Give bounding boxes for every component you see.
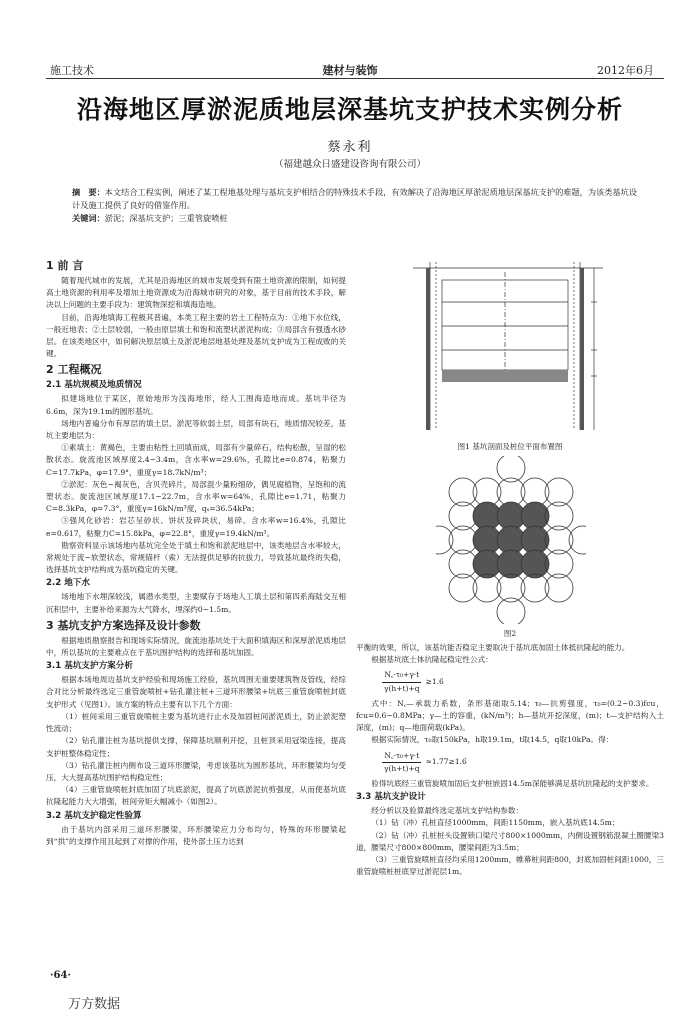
watermark: 万方数据 xyxy=(68,997,121,1012)
header-rule xyxy=(46,78,664,79)
paragraph: 平衡的效果，所以，该基坑能否稳定主要取决于基坑底加固土体抵抗隆起的能力。 xyxy=(356,643,630,652)
left-column xyxy=(46,256,346,848)
paragraph: （3）钻孔灌注桩内侧布设三道环形腰梁，考虑该基坑为圆形基坑，环形腰梁均匀受压，大大提高基坑围护结构稳定性； xyxy=(46,760,346,782)
paragraph: 拟建场地位于某区，原始地形为浅海地形，经人工围海造地而成。基坑半径为6.6m，深为19.1m的圆形基坑。 xyxy=(46,394,346,416)
paragraph: 场地内普遍分布有厚层的填土层、淤泥等软弱土层，局部有块石，地质情况较差，基坑主要地层为： xyxy=(46,418,346,441)
formula-2-denominator: γ(h+t)+q xyxy=(384,763,420,773)
keywords-label: 关键词： xyxy=(72,213,105,223)
section-1-heading: 1 前 言 xyxy=(46,259,84,272)
section-2-1-heading: 2.1 基坑规模及地质情况 xyxy=(46,380,142,391)
header-center: 建材与装饰 xyxy=(322,64,378,77)
page-number: ·64· xyxy=(50,970,71,981)
formula-1-fraction xyxy=(382,669,422,694)
jet-grout-pile xyxy=(569,526,586,554)
paragraph: 根据本场地周边基坑支护经验和现场施工经验，基坑周围无重要建筑物及管线，经综合对比分析最终选定三重管旋喷桩+钻孔灌注桩+三道环形腰梁+坑底三重管旋喷桩封底支护形式（见图1）。该方案的特点主要有以下几个方面： xyxy=(46,675,346,709)
paragraph: 随着现代城市的发展，尤其是沿海地区的城市发展受到有限土地资源的限制，如何提高土地资源的利用率及增加土地资源成为沿海城市研究的对象，基于目前的技术手段，解决以上问题的主要手段为：建筑物深挖和填海造地。 xyxy=(46,276,346,310)
paragraph: ②淤泥：灰色~褐灰色，含贝壳碎片，局部混少量粉细砂，偶见腐植物，呈饱和的流塑状态。旋流池区域厚度17.1~22.7m，含水率w=64%，孔隙比e=1.71，粘聚力C=8.3kPa，φ=7.3°，重度γ=16kN/m³度，qₛ=36.54kPa； xyxy=(46,479,346,514)
section-2-heading: 2 工程概况 xyxy=(46,363,102,377)
formula-2-rhs: ≈1.77≥1.6 xyxy=(425,757,467,767)
section-2-2-heading: 2.2 地下水 xyxy=(46,578,90,589)
paper-title: 沿海地区厚淤泥质地层深基坑支护技术实例分析 xyxy=(76,95,623,124)
paragraph: 经分析以及验算最终选定基坑支护结构参数： xyxy=(371,806,524,816)
abstract-label: 摘 要： xyxy=(72,187,105,197)
section-3-heading: 3 基坑支护方案选择及设计参数 xyxy=(46,618,201,632)
formula-2-numerator: N꜀·τ₀+γ·t xyxy=(382,750,421,763)
paragraph: 式中：N꜀—承载力系数，条形基础取5.14；τ₀—抗剪强度，τ₀=(0.2~0.3)fcu，fcu=0.6~0.8MPa；γ—土的容重，(kN/m³)；h—基坑开挖深度，(m)；t—支护结构入土深度，(m)；q—地面荷载(kPa)。 xyxy=(356,698,664,733)
abstract-text: 本文结合工程实例，阐述了某工程地基处理与基坑支护相结合的特殊技术手段，有效解决了沿海地区厚淤泥质地层深基坑支护的难题，为该类基坑设计及施工提供了良好的借鉴作用。 xyxy=(72,187,637,210)
paragraph: 根据实际情况，τ₀取150kPa，h取19.1m，t取14.5，q取10kPa。得： xyxy=(371,735,614,745)
paragraph: （4）三重管旋喷桩封底加固了坑底淤泥，提高了坑底淤泥抗剪强度，从而使基坑底抗隆起能力大大增强，桩间旁矩大幅减小（如图2）。 xyxy=(46,785,346,807)
figure-2-caption: 图2 xyxy=(503,629,517,638)
affiliation: （福建越众日盛建设咨询有限公司） xyxy=(273,159,426,170)
formula-1 xyxy=(382,669,664,694)
figure-2-drawing xyxy=(436,456,586,624)
section-3-3-heading: 3.3 基坑支护设计 xyxy=(356,792,426,803)
abstract-body xyxy=(72,186,638,212)
header-left: 施工技术 xyxy=(50,64,94,77)
paragraph: 目前，沿海地填海工程极其普遍，本类工程主要的岩土工程特点为：①地下水位线，一般近地表；②土层较弱，一般由原层填土和饱和流塑状淤泥构成；③局部含有强透水砂层。在该类地区中，如何解决原层填土及淤泥地层地基处理及基坑支护成为工程成败的关键。 xyxy=(46,312,346,359)
paragraph: 由于基坑内部采用三道环形腰梁，环形腰梁应力分布均匀，特殊的环形腰梁起到“拱”的支撑作用且起到了对撑的作用，使外部土压力达到 xyxy=(46,824,346,846)
formula-1-denominator: γ(h+t)+q xyxy=(384,683,420,693)
paragraph: ①素填土：黄褐色，主要由粘性土回填而成，局部有少量碎石，结构松散，呈湿的松散状态。旋流池区域厚度2.4~3.4m，含水率w=29.6%，孔隙比e=0.874，粘聚力C=17.7kPa，φ=17.9°，重度γ=18.7kN/m³； xyxy=(46,443,346,477)
paragraph: （2）钻孔灌注桩为基坑提供支撑，保障基坑顺利开挖，且桩顶采用冠梁连接，提高支护桩整体稳定性； xyxy=(46,736,346,758)
keywords-text: 淤泥；深基坑支护；三重管旋喷桩 xyxy=(104,213,228,223)
paragraph: （1）钻（冲）孔桩直径1000mm，间距1150mm，嵌入基坑底14.5m； xyxy=(371,818,620,828)
figure-1-drawing xyxy=(408,258,608,438)
paragraph: （2）钻（冲）孔桩桩头设置锁口梁尺寸800×1000mm，内侧设置钢筋混凝土圈腰梁3道，腰梁尺寸800×800mm，腰梁间距为3.5m； xyxy=(356,830,664,852)
author: 蔡永利 xyxy=(327,140,373,155)
right-column xyxy=(356,642,664,878)
formula-2 xyxy=(382,750,664,775)
paragraph: 根据地质勘察报告和现场实际情况，旋流池基坑处于大面积填海区和深厚淤泥质地层中，所以基坑的主要难点在于基坑围护结构的选择和基坑加固。 xyxy=(46,635,346,658)
paragraph: ③强风化砂岩：岩芯呈砂状、饼状及碎块状，易碎。含水率w=16.4%，孔隙比e=0.617，粘聚力C=15.8kPa，φ=22.8°，重度γ=19.4kN/m³。 xyxy=(46,516,346,538)
keywords xyxy=(72,212,638,225)
paragraph: 验得坑底经三重管旋喷加固后支护桩嵌固14.5m深能够满足基坑抗隆起的支护要求。 xyxy=(371,779,654,789)
figure-1-caption: 图1 基坑剖面及桩位平面布置图 xyxy=(457,442,563,451)
header-right: 2012年6月 xyxy=(597,64,654,77)
formula-1-rhs: ≥1.6 xyxy=(425,677,444,686)
paragraph: 场地地下水埋深较浅，属潜水类型，主要赋存于场地人工填土层和第四系海陆交互相沉积层中，主要补给来源为大气降水，埋深约0~1.5m。 xyxy=(46,592,346,614)
paragraph: 勘察资料显示该场地内基坑完全处于填土和饱和淤泥地层中，该类地层含水率较大，常规处于流~软塑状态，常规锚杆（索）无法提供足够的抗拔力，导致基坑最终的失稳，选择基坑支护结构成为基坑稳定的关键。 xyxy=(46,540,346,575)
formula-1-numerator: N꜀·τ₀+γ·t xyxy=(382,669,421,682)
paragraph: （1）桩间采用三重管旋喷桩主要为基坑进行止水及加固桩间淤泥质土，防止淤泥塑性流动； xyxy=(46,711,346,734)
paragraph: 根据基坑底土体抗隆起稳定性公式： xyxy=(371,655,493,665)
paragraph: （3）三重管旋喷桩直径均采用1200mm，帷幕桩间距800，封底加固桩间距1000，三重管旋喷桩桩底穿过淤泥层1m。 xyxy=(356,855,664,877)
section-3-2-heading: 3.2 基坑支护稳定性验算 xyxy=(46,810,142,821)
abstract xyxy=(72,186,638,225)
bottom-plug-hatch xyxy=(442,370,568,382)
formula-2-fraction xyxy=(382,750,422,775)
section-3-1-heading: 3.1 基坑支护方案分析 xyxy=(46,661,133,672)
jet-grout-pile xyxy=(436,526,453,554)
